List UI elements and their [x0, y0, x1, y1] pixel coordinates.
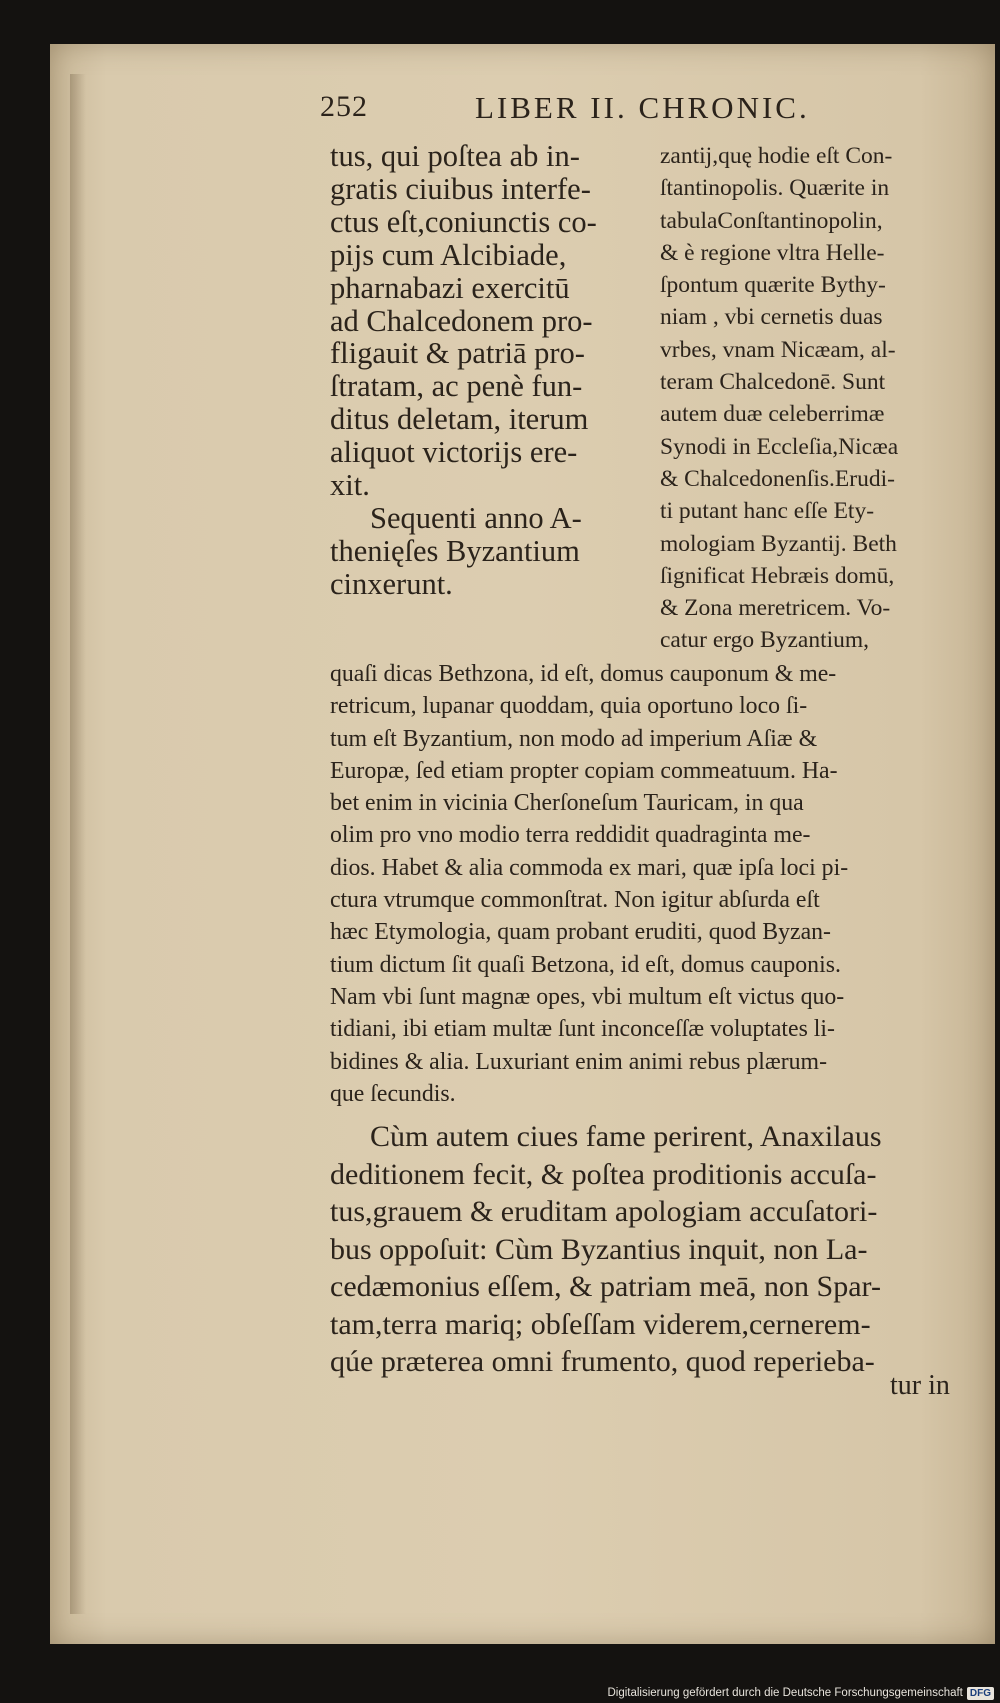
text-line: bus oppoſuit: Cùm Byzantius inquit, non La-	[330, 1232, 868, 1266]
text-line: zantij,quę hodie eſt Con-	[660, 143, 893, 169]
text-line: Europæ, ſed etiam propter copiam commeatuum. Ha-	[330, 757, 838, 784]
text-line: fligauit & patriā pro-	[330, 336, 585, 371]
text-line: ſpontum quærite Bythy-	[660, 272, 886, 299]
text-line: mologiam Byzantij. Beth	[660, 530, 897, 557]
text-line: ſtantinopolis. Quærite in	[660, 175, 890, 202]
text-line: ſtratam, ac penè fun-	[330, 369, 583, 404]
page-spine-shadow	[70, 74, 86, 1614]
text-line: thenięſes Byzantium	[330, 533, 580, 568]
text-line: gratis ciuibus interfe-	[330, 171, 591, 206]
text-line: pijs cum Alcibiade,	[330, 237, 567, 272]
text-line: cinxerunt.	[330, 566, 453, 601]
text-line: bet enim in vicinia Cherſoneſum Tauricam, in qua	[330, 790, 804, 817]
text-line: tabulaConſtantinopolin,	[660, 207, 883, 234]
text-line: & Zona meretricem. Vo-	[660, 595, 891, 622]
text-line: Synodi in Eccleſia,Nicæa	[660, 433, 899, 460]
dfg-logo: DFG	[967, 1687, 994, 1700]
text-line: tus, qui poſtea ab in-	[330, 139, 580, 173]
text-line: niam , vbi cernetis duas	[660, 304, 883, 331]
text-line: tium dictum ſit quaſi Betzona, id eſt, domus cauponis.	[330, 951, 841, 978]
text-line: tam,terra mariq; obſeſſam viderem,cernerem-	[330, 1307, 871, 1341]
text-line: tidiani, ibi etiam multæ ſunt inconceſſæ voluptates li-	[330, 1016, 835, 1043]
page-number: 252	[320, 90, 368, 123]
credit-text: Digitalisierung gefördert durch die Deutsche Forschungsgemeinschaft	[607, 1687, 963, 1699]
text-line: cedæmonius eſſem, & patriam meā, non Spar-	[330, 1270, 881, 1303]
text-line: qúe præterea omni frumento, quod reperieba-	[330, 1345, 875, 1378]
closing-paragraph	[330, 1118, 970, 1381]
text-line: aliquot victorijs ere-	[330, 435, 578, 470]
text-line: autem duæ celeberrimæ	[660, 401, 885, 428]
text-line: deditionem fecit, & poſtea proditionis accuſa-	[330, 1157, 877, 1191]
text-line: Cùm autem ciues fame perirent, Anaxilaus	[370, 1120, 882, 1153]
text-line: tus,grauem & eruditam apologiam accuſatori-	[330, 1195, 878, 1228]
text-line: retricum, lupanar quoddam, quia oportuno loco ſi-	[330, 693, 808, 720]
text-line: ſignificat Hebræis domū,	[660, 562, 895, 589]
text-line: xit.	[330, 468, 370, 503]
text-line: dios. Habet & alia commoda ex mari, quæ ipſa loci pi-	[330, 854, 849, 881]
text-line: quaſi dicas Bethzona, id eſt, domus cauponum & me-	[330, 661, 837, 687]
text-line: ctus eſt,coniunctis co-	[330, 204, 597, 239]
text-line: olim pro vno modio terra reddidit quadraginta me-	[330, 822, 811, 849]
catchword: tur in	[890, 1370, 950, 1401]
right-column	[660, 140, 965, 657]
text-line: & Chalcedonenſis.Erudi-	[660, 465, 895, 492]
text-line: ditus deletam, iterum	[330, 402, 589, 437]
running-head: LIBER II. CHRONIC.	[475, 90, 810, 125]
text-line: tum eſt Byzantium, non modo ad imperium Aſiæ &	[330, 725, 818, 752]
text-line: Nam vbi ſunt magnæ opes, vbi multum eſt victus quo-	[330, 983, 845, 1010]
text-line: hæc Etymologia, quam probant eruditi, quod Byzan-	[330, 919, 831, 946]
text-line: ctura vtrumque commonſtrat. Non igitur abſurda eſt	[330, 887, 820, 914]
left-column	[330, 140, 635, 601]
text-line: ad Chalcedonem pro-	[330, 303, 593, 338]
text-line: que ſecundis.	[330, 1080, 456, 1107]
text-line: ti putant hanc eſſe Ety-	[660, 498, 875, 525]
text-line: catur ergo Byzantium,	[660, 627, 870, 654]
text-line: pharnabazi exercitū	[330, 270, 570, 305]
full-width-paragraph	[330, 658, 970, 1110]
text-line: teram Chalcedonē. Sunt	[660, 369, 886, 396]
text-line: vrbes, vnam Nicæam, al-	[660, 336, 896, 363]
text-line: & è regione vltra Helle-	[660, 239, 885, 266]
text-line: bidines & alia. Luxuriant enim animi rebus plærum-	[330, 1048, 827, 1075]
page-header	[320, 90, 990, 130]
text-line: Sequenti anno A-	[370, 500, 582, 535]
digitization-credit	[607, 1687, 994, 1700]
